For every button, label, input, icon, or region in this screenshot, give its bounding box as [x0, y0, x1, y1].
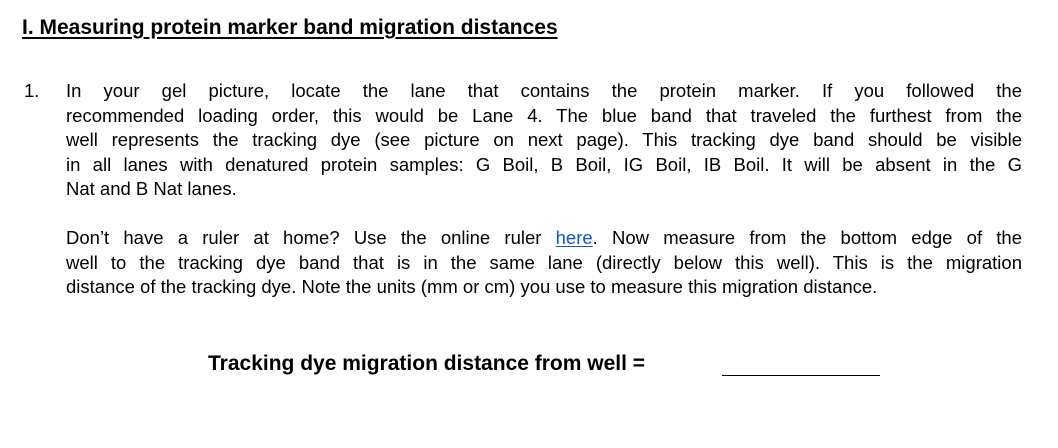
paragraph-text: Don’t have a ruler at home? Use the online ruler	[66, 227, 556, 248]
paragraph-line: Nat and B Nat lanes.	[66, 178, 237, 199]
answer-blank-line[interactable]	[722, 375, 880, 376]
list-item-number: 1.	[24, 80, 40, 101]
instruction-paragraph-1	[66, 79, 1022, 202]
paragraph-line: well represents the tracking dye (see picture on next page). This tracking dye band should be visible	[66, 129, 1022, 150]
instruction-paragraph-2	[66, 226, 1022, 300]
paragraph-text: . Now measure from the bottom edge of the	[592, 227, 1022, 248]
paragraph-line: In your gel picture, locate the lane that contains the protein marker. If you followed the	[66, 80, 1022, 101]
online-ruler-link[interactable]: here	[555, 227, 593, 248]
paragraph-line-with-link	[66, 226, 1022, 251]
answer-label: Tracking dye migration distance from well =	[208, 352, 646, 375]
paragraph-line: well to the tracking dye band that is in the same lane (directly below this well). This is the migration	[66, 251, 1022, 273]
paragraph-line: recommended loading order, this would be Lane 4. The blue band that traveled the furthest from the	[66, 104, 1022, 126]
section-heading: I. Measuring protein marker band migration distances	[22, 16, 558, 39]
paragraph-line: distance of the tracking dye. Note the units (mm or cm) you use to measure this migration distance.	[66, 276, 878, 297]
paragraph-line: in all lanes with denatured protein samples: G Boil, B Boil, IG Boil, IB Boil. It will be absent in the G	[66, 153, 1022, 175]
